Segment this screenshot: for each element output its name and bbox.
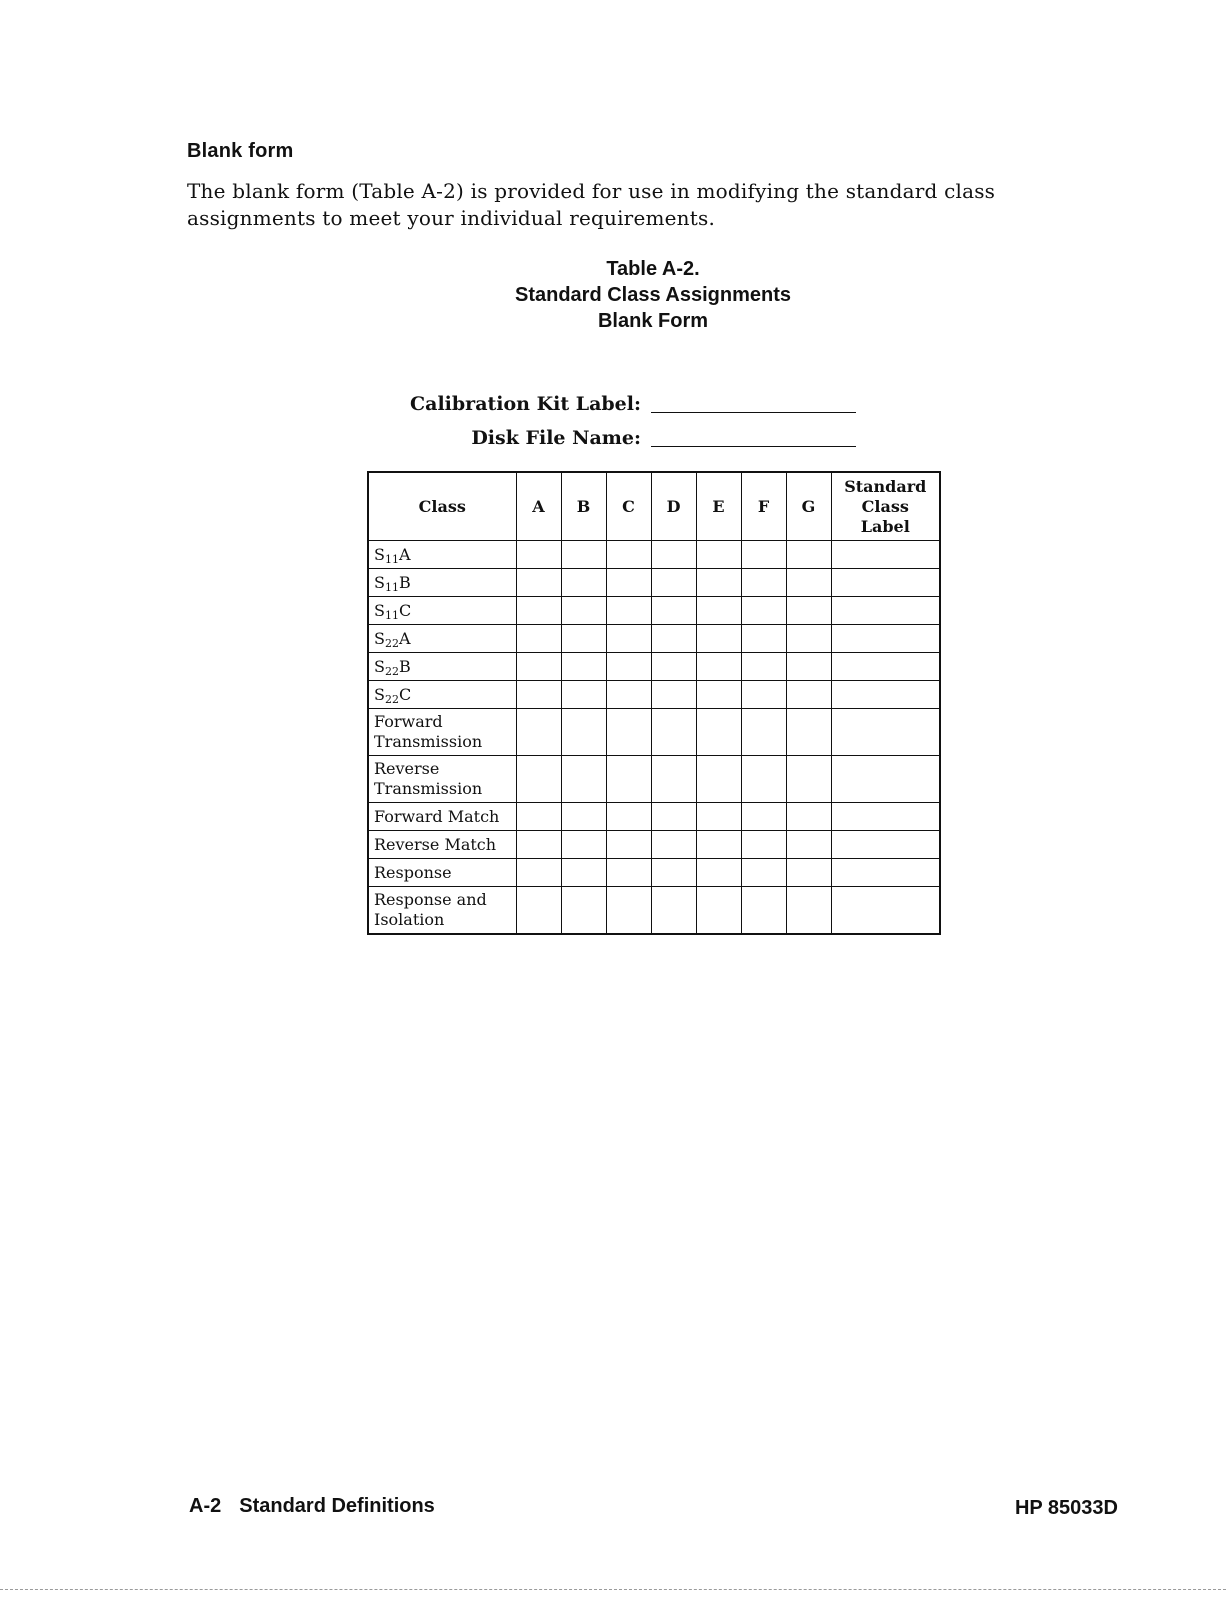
header-class: Class — [368, 472, 516, 541]
blank-cell[interactable] — [561, 831, 606, 859]
blank-cell[interactable] — [741, 887, 786, 935]
class-cell-response: Response — [368, 859, 516, 887]
blank-cell[interactable] — [606, 831, 651, 859]
blank-cell[interactable] — [651, 625, 696, 653]
header-label-line2: Class — [861, 496, 909, 516]
blank-label-cell[interactable] — [831, 569, 940, 597]
class-cell-s22b: $S_{22}B$ — [368, 653, 516, 681]
blank-cell[interactable] — [741, 653, 786, 681]
blank-cell[interactable] — [606, 756, 651, 803]
blank-cell[interactable] — [516, 709, 561, 756]
blank-cell[interactable] — [651, 653, 696, 681]
header-label-line3: Label — [860, 516, 910, 536]
blank-cell[interactable] — [696, 625, 741, 653]
blank-cell[interactable] — [786, 803, 831, 831]
intro-paragraph: The blank form (Table A-2) is provided for use in modifying the standard class assignments to meet your individual requirements. — [187, 179, 996, 230]
blank-cell[interactable] — [606, 569, 651, 597]
blank-label-cell[interactable] — [831, 831, 940, 859]
blank-cell[interactable] — [561, 569, 606, 597]
header-standard-a: A — [516, 472, 561, 541]
blank-cell[interactable] — [561, 756, 606, 803]
header-standard-c: C — [606, 472, 651, 541]
blank-label-cell[interactable] — [831, 887, 940, 935]
product-name: HP 85033D — [1014, 1497, 1118, 1519]
class-cell-s11b: $S_{11}B$ — [368, 569, 516, 597]
table-row — [368, 709, 940, 756]
blank-cell[interactable] — [651, 831, 696, 859]
table-row — [368, 541, 940, 569]
blank-cell[interactable] — [606, 625, 651, 653]
blank-cell[interactable] — [516, 859, 561, 887]
blank-cell[interactable] — [786, 859, 831, 887]
blank-label-cell[interactable] — [831, 653, 940, 681]
blank-cell[interactable] — [516, 803, 561, 831]
blank-cell[interactable] — [561, 597, 606, 625]
blank-cell[interactable] — [516, 831, 561, 859]
table-row — [368, 597, 940, 625]
class-cell-reverse-match: Reverse Match — [368, 831, 516, 859]
header-standard-b: B — [561, 472, 606, 541]
header-standard-d: D — [651, 472, 696, 541]
blank-cell[interactable] — [786, 756, 831, 803]
blank-cell[interactable] — [741, 756, 786, 803]
class-cell-forward-match: Forward Match — [368, 803, 516, 831]
blank-cell[interactable] — [651, 597, 696, 625]
blank-cell[interactable] — [696, 831, 741, 859]
blank-cell[interactable] — [786, 653, 831, 681]
blank-cell[interactable] — [561, 653, 606, 681]
table-row — [368, 859, 940, 887]
class-cell-response-and-isolation: Response and Isolation — [368, 887, 516, 935]
blank-cell[interactable] — [696, 859, 741, 887]
blank-cell[interactable] — [741, 831, 786, 859]
blank-cell[interactable] — [696, 569, 741, 597]
blank-cell[interactable] — [696, 681, 741, 709]
blank-label-cell[interactable] — [831, 709, 940, 756]
header-standard-class-label — [831, 472, 940, 541]
disk-file-blank-line — [651, 446, 856, 447]
blank-cell[interactable] — [516, 653, 561, 681]
table-row — [368, 756, 940, 803]
blank-cell[interactable] — [786, 681, 831, 709]
blank-cell[interactable] — [651, 541, 696, 569]
blank-cell[interactable] — [651, 709, 696, 756]
class-cell-reverse-transmission: Reverse Transmission — [368, 756, 516, 803]
blank-cell[interactable] — [786, 625, 831, 653]
blank-label-cell[interactable] — [831, 859, 940, 887]
blank-cell[interactable] — [516, 681, 561, 709]
header-label-line1: Standard — [844, 476, 927, 496]
page-footer-left — [189, 1495, 435, 1518]
blank-cell[interactable] — [561, 541, 606, 569]
blank-label-cell[interactable] — [831, 597, 940, 625]
blank-label-cell[interactable] — [831, 681, 940, 709]
blank-cell[interactable] — [741, 597, 786, 625]
table-row — [368, 625, 940, 653]
header-standard-f: F — [741, 472, 786, 541]
table-row — [368, 831, 940, 859]
blank-cell[interactable] — [741, 681, 786, 709]
blank-label-cell[interactable] — [831, 803, 940, 831]
blank-cell[interactable] — [741, 541, 786, 569]
blank-cell[interactable] — [741, 803, 786, 831]
table-caption — [0, 256, 1226, 334]
header-standard-e: E — [696, 472, 741, 541]
blank-cell[interactable] — [651, 803, 696, 831]
blank-label-cell[interactable] — [831, 541, 940, 569]
kit-label-field — [0, 393, 1226, 423]
blank-cell[interactable] — [651, 887, 696, 935]
kit-label-label: Calibration Kit Label: — [410, 393, 641, 415]
blank-cell[interactable] — [606, 541, 651, 569]
table-header-row — [368, 472, 940, 541]
blank-cell[interactable] — [786, 887, 831, 935]
disk-file-field — [0, 427, 1226, 457]
blank-cell[interactable] — [741, 859, 786, 887]
blank-cell[interactable] — [696, 709, 741, 756]
blank-cell[interactable] — [606, 709, 651, 756]
table-row — [368, 569, 940, 597]
blank-label-cell[interactable] — [831, 625, 940, 653]
blank-cell[interactable] — [561, 803, 606, 831]
blank-cell[interactable] — [696, 541, 741, 569]
blank-cell[interactable] — [606, 597, 651, 625]
blank-cell[interactable] — [786, 831, 831, 859]
blank-cell[interactable] — [741, 709, 786, 756]
blank-cell[interactable] — [741, 625, 786, 653]
blank-cell[interactable] — [651, 859, 696, 887]
blank-cell[interactable] — [516, 756, 561, 803]
table-title: Standard Class Assignments — [514, 284, 791, 306]
class-cell-forward-transmission: Forward Transmission — [368, 709, 516, 756]
table-number: Table A-2. — [606, 258, 700, 280]
blank-cell[interactable] — [786, 709, 831, 756]
blank-cell[interactable] — [786, 597, 831, 625]
class-cell-s22a: $S_{22}A$ — [368, 625, 516, 653]
blank-cell[interactable] — [651, 569, 696, 597]
blank-cell[interactable] — [606, 859, 651, 887]
blank-cell[interactable] — [561, 625, 606, 653]
header-standard-g: G — [786, 472, 831, 541]
section-heading: Blank form — [187, 140, 294, 162]
scan-edge-line — [0, 1589, 1226, 1590]
blank-cell[interactable] — [696, 756, 741, 803]
class-cell-s11c: $S_{11}C$ — [368, 597, 516, 625]
blank-cell[interactable] — [561, 681, 606, 709]
disk-file-label: Disk File Name: — [471, 427, 641, 449]
table-subtitle: Blank Form — [597, 310, 709, 332]
blank-cell[interactable] — [606, 887, 651, 935]
table-row — [368, 803, 940, 831]
blank-cell[interactable] — [516, 541, 561, 569]
page-number: A-2 — [189, 1495, 222, 1517]
table-row — [368, 653, 940, 681]
blank-cell[interactable] — [696, 887, 741, 935]
blank-cell[interactable] — [561, 887, 606, 935]
blank-cell[interactable] — [516, 569, 561, 597]
table-row — [368, 681, 940, 709]
blank-cell[interactable] — [696, 653, 741, 681]
blank-cell[interactable] — [561, 709, 606, 756]
blank-cell[interactable] — [606, 653, 651, 681]
blank-cell[interactable] — [786, 541, 831, 569]
blank-cell[interactable] — [741, 569, 786, 597]
blank-cell[interactable] — [696, 803, 741, 831]
blank-cell[interactable] — [516, 597, 561, 625]
kit-label-blank-line — [651, 412, 856, 413]
blank-cell[interactable] — [516, 887, 561, 935]
blank-cell[interactable] — [606, 681, 651, 709]
class-assignment-table — [367, 471, 941, 935]
blank-cell[interactable] — [606, 803, 651, 831]
blank-cell[interactable] — [516, 625, 561, 653]
chapter-title: Standard Definitions — [239, 1495, 435, 1517]
table-row — [368, 887, 940, 935]
blank-label-cell[interactable] — [831, 756, 940, 803]
class-cell-s11a: $S_{11}A$ — [368, 541, 516, 569]
class-cell-s22c: $S_{22}C$ — [368, 681, 516, 709]
blank-cell[interactable] — [561, 859, 606, 887]
blank-cell[interactable] — [696, 597, 741, 625]
blank-cell[interactable] — [651, 681, 696, 709]
blank-cell[interactable] — [651, 756, 696, 803]
blank-cell[interactable] — [786, 569, 831, 597]
